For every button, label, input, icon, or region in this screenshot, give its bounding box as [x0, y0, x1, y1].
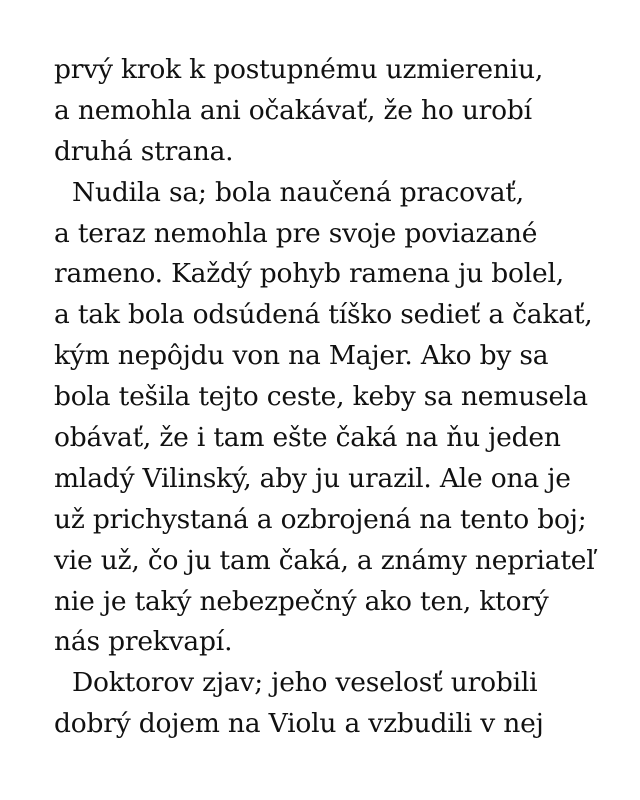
text-line-4-paragraph-start: Nudila sa; bola naučená pracovať,: [72, 176, 524, 208]
text-line-10: obávať, že i tam ešte čaká na ňu jeden: [54, 422, 561, 454]
text-line-16-paragraph-start: Doktorov zjav; jeho veselosť urobili: [72, 667, 538, 699]
text-line-8: kým nepôjdu von na Majer. Ako by sa: [54, 340, 549, 372]
text-line-14: nie je taký nebezpečný ako ten, ktorý: [54, 585, 549, 617]
text-line-17: dobrý dojem na Violu a vzbudili v nej: [54, 708, 544, 740]
text-line-12: už prichystaná a ozbrojená na tento boj;: [54, 503, 587, 535]
text-line-5: a teraz nemohla pre svoje poviazané: [54, 217, 538, 249]
text-line-2: a nemohla ani očakávať, že ho urobí: [54, 94, 532, 126]
text-line-3: druhá strana.: [54, 135, 234, 167]
text-line-6: rameno. Každý pohyb ramena ju bolel,: [54, 258, 564, 290]
text-line-1: prvý krok k postupnému uzmiereniu,: [54, 54, 544, 85]
text-line-11: mladý Vilinský, aby ju urazil. Ale ona je: [54, 462, 571, 494]
text-line-15: nás prekvapí.: [54, 626, 233, 658]
text-line-13: vie už, čo ju tam čaká, a známy nepriateľ: [54, 544, 595, 576]
text-line-7: a tak bola odsúdená tíško sedieť a čakať,: [54, 299, 593, 331]
text-line-9: bola tešila tejto ceste, keby sa nemusela: [54, 381, 588, 413]
